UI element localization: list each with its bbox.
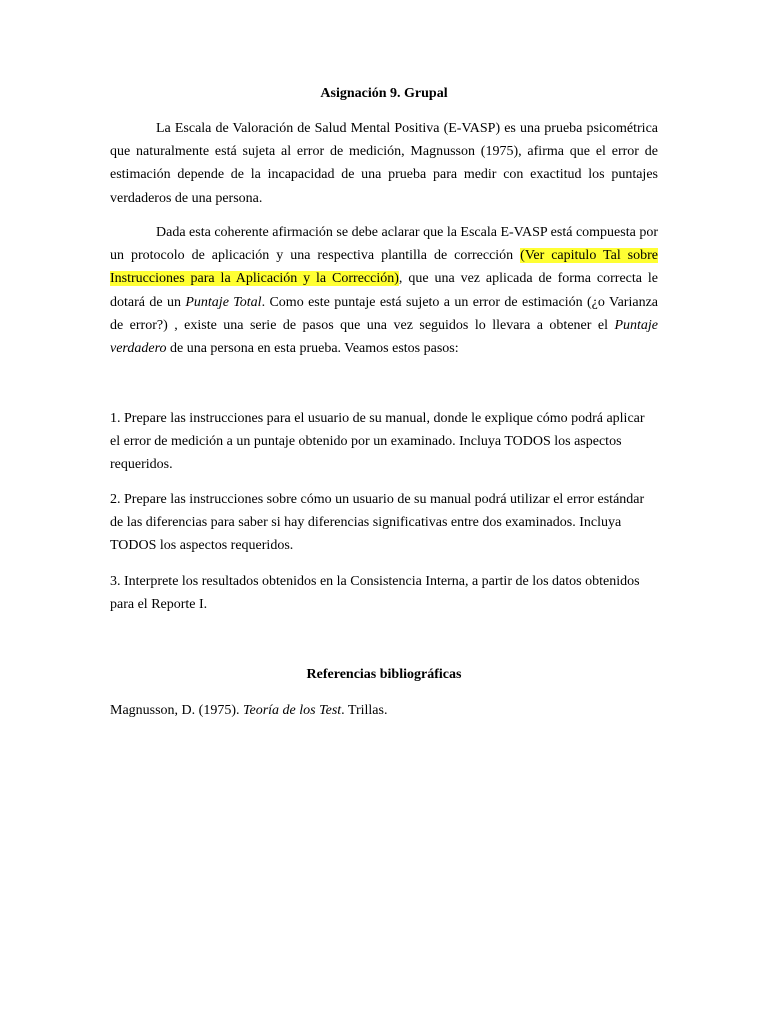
- task-item-2: 2. Prepare las instrucciones sobre cómo un usuario de su manual podrá utilizar el error estándar de las diferencias para saber si hay diferencias significativas entre dos examinados. Incluya TODOS los aspectos requeridos.: [110, 492, 645, 554]
- reference-entry: [110, 699, 658, 722]
- references-heading: Referencias bibliográficas: [306, 667, 462, 682]
- intro-paragraph: La Escala de Valoración de Salud Mental Positiva (E-VASP) es una prueba psicométrica que naturalmente está sujeta al error de medición, Magnusson (1975), afirma que el error de estimación depende de la incapacidad de una prueba para medir con exactitud los puntajes verdaderos de una persona.: [110, 121, 658, 206]
- task-item-3: 3. Interprete los resultados obtenidos en la Consistencia Interna, a partir de los datos obtenidos para el Reporte I.: [110, 574, 640, 613]
- context-text-2: , que una vez aplicada de forma correcta le dotará de un: [110, 271, 658, 310]
- reference-author: Magnusson, D. (1975).: [110, 703, 243, 718]
- reference-book-title: Teoría de los Test: [243, 703, 342, 718]
- context-text-4: de una persona en esta prueba. Veamos estos pasos:: [166, 341, 459, 357]
- highlighted-reference: (Ver capitulo Tal sobre Instrucciones para la Aplicación y la Corrección): [110, 248, 658, 287]
- puntaje-verdadero-term: Puntaje verdadero: [110, 317, 658, 357]
- context-text-1: Dada esta coherente afirmación se debe aclarar que la Escala E-VASP está compuesta por un protocolo de aplicación y una respectiva plantilla de corrección: [110, 225, 658, 264]
- task-item-1: 1. Prepare las instrucciones para el usuario de su manual, donde le explique cómo podrá aplicar el error de medición a un puntaje obtenido por un examinado. Incluya TODOS los aspectos requeridos.: [110, 411, 645, 473]
- document-title: Asignación 9. Grupal: [320, 86, 448, 101]
- context-text-3: . Como este puntaje está sujeto a un error de estimación (¿o Varianza de error?) , existe una serie de pasos que una vez seguidos lo llevara a obtener el: [110, 294, 658, 333]
- reference-publisher: . Trillas.: [341, 703, 388, 718]
- puntaje-total-term: Puntaje Total: [185, 294, 262, 310]
- context-paragraph: [110, 221, 658, 360]
